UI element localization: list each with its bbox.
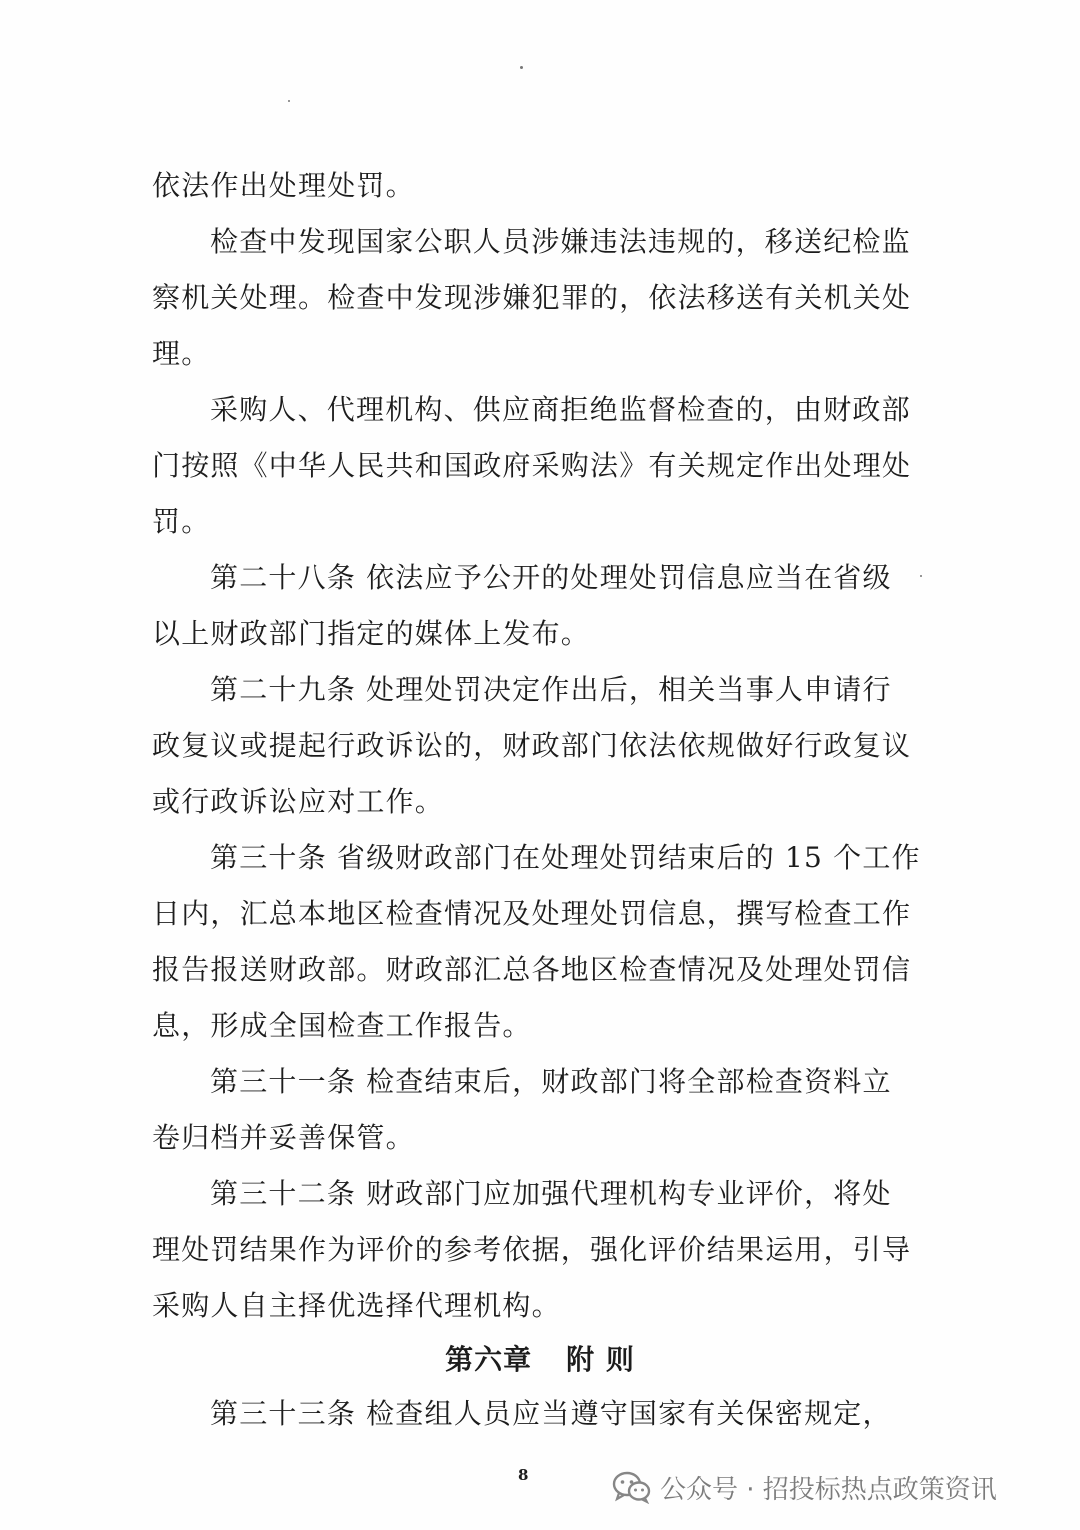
- text-line: 理。: [152, 337, 211, 370]
- scan-speck: [920, 575, 922, 577]
- text-line: 检查中发现国家公职人员涉嫌违法违规的，移送纪检监: [210, 225, 911, 258]
- page-number: 8: [518, 1466, 529, 1484]
- text-line: 报告报送财政部。财政部汇总各地区检查情况及处理处罚信: [152, 953, 912, 986]
- text-line: 或行政诉讼应对工作。: [152, 785, 445, 818]
- text-line: 罚。: [152, 505, 211, 538]
- text-line: 采购人自主择优选择代理机构。: [152, 1289, 561, 1322]
- article-28-heading-line: 第二十八条 依法应予公开的处理处罚信息应当在省级: [210, 561, 892, 594]
- article-32-heading-line: 第三十二条 财政部门应加强代理机构专业评价，将处: [210, 1177, 892, 1210]
- article-33-heading-line: 第三十三条 检查组人员应当遵守国家有关保密规定，: [210, 1397, 892, 1430]
- scan-speck: [288, 100, 290, 102]
- chapter-heading: [0, 1340, 1080, 1380]
- text-line: 息，形成全国检查工作报告。: [152, 1009, 532, 1042]
- watermark-text: 公众号 · 招投标热点政策资讯: [660, 1474, 997, 1505]
- article-31-heading-line: 第三十一条 检查结束后，财政部门将全部检查资料立: [210, 1065, 892, 1098]
- text-line: 日内，汇总本地区检查情况及处理处罚信息，撰写检查工作: [152, 897, 912, 930]
- text-line: 采购人、代理机构、供应商拒绝监督检查的，由财政部: [210, 393, 911, 426]
- wechat-icon: [612, 1470, 652, 1504]
- article-29-heading-line: 第二十九条 处理处罚决定作出后，相关当事人申请行: [210, 673, 892, 706]
- article-30-heading-line: 第三十条 省级财政部门在处理处罚结束后的 15 个工作: [210, 841, 921, 874]
- chapter-number: 第六章: [445, 1343, 533, 1376]
- text-line: 察机关处理。检查中发现涉嫌犯罪的，依法移送有关机关处: [152, 281, 912, 314]
- text-line: 政复议或提起行政诉讼的，财政部门依法依规做好行政复议: [152, 729, 912, 762]
- text-line: 门按照《中华人民共和国政府采购法》有关规定作出处理处: [152, 449, 912, 482]
- text-line: 理处罚结果作为评价的参考依据，强化评价结果运用，引导: [152, 1233, 912, 1266]
- text-line: 依法作出处理处罚。: [152, 169, 415, 202]
- text-line: 卷归档并妥善保管。: [152, 1121, 415, 1154]
- scan-speck: [520, 66, 523, 69]
- chapter-title: 附 则: [566, 1343, 635, 1376]
- watermark: [612, 1466, 997, 1508]
- text-line: 以上财政部门指定的媒体上发布。: [152, 617, 591, 650]
